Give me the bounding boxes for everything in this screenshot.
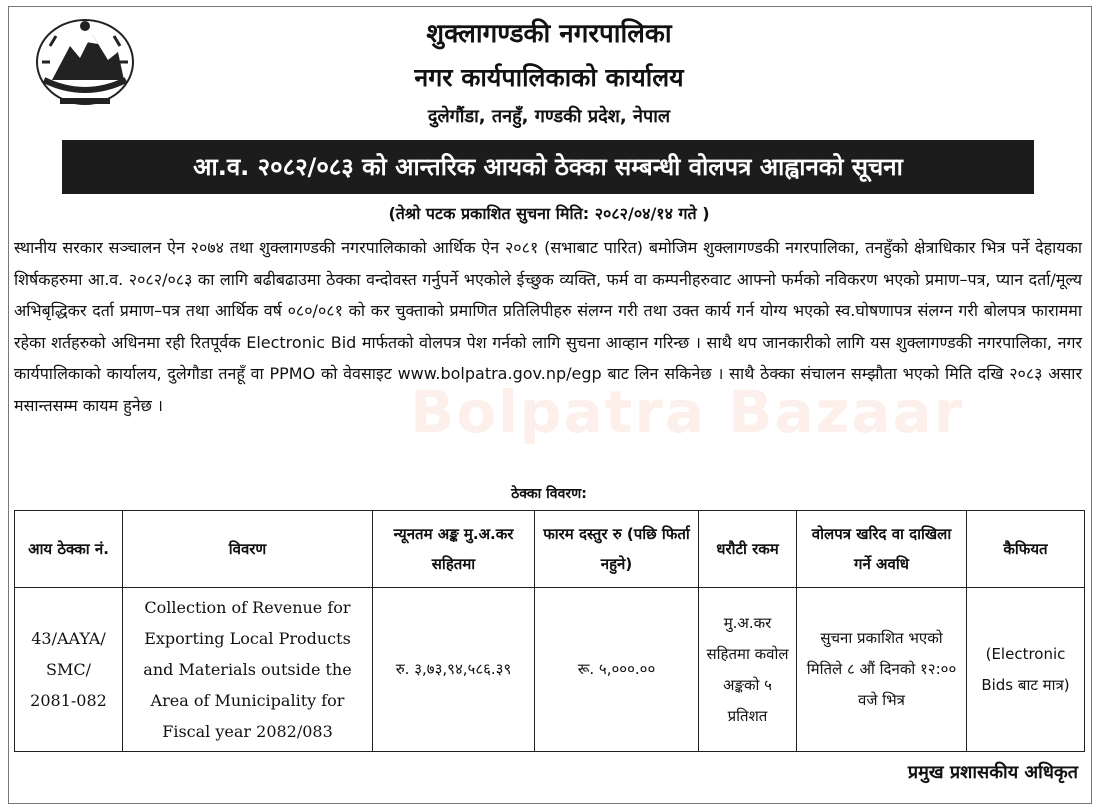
cell-remarks: (Electronic Bids बाट मात्र) [967, 588, 1085, 752]
address: दुलेगौंडा, तनहुँ, गण्डकी प्रदेश, नेपाल [427, 106, 671, 127]
header-form-fee: फारम दस्तुर रु (पछि फिर्ता नहुने) [535, 511, 699, 588]
notice-title-banner [62, 140, 1034, 194]
cell-period: सुचना प्रकाशित भएको मितिले ८ औं दिनको १२:०० वजे भित्र [797, 588, 967, 752]
cell-description: Collection of Revenue for Exporting Local Products and Materials outside the Area of Municipality for Fiscal year 2082/083 [123, 588, 373, 752]
notice-title: आ.व. २०८२/०८३ को आन्तरिक आयको ठेक्का सम्बन्धी वोलपत्र आह्वानको सूचना [193, 153, 903, 181]
cell-min-amount: रु. ३,७३,९४,५८६.३९ [373, 588, 535, 752]
cell-deposit: मु.अ.कर सहितमा कवोल अङ्कको ५ प्रतिशत [699, 588, 797, 752]
watermark: Bolpatra Bazaar [410, 378, 965, 446]
publication-note: (तेश्रो पटक प्रकाशित सुचना मिति: २०८२/०४/१४ गते ) [388, 204, 710, 223]
header-description: विवरण [123, 511, 373, 588]
header-period: वोलपत्र खरिद वा दाखिला गर्ने अवधि [797, 511, 967, 588]
table-row [15, 588, 1085, 752]
notice-body: स्थानीय सरकार सञ्चालन ऐन २०७४ तथा शुक्लागण्डकी नगरपालिकाको आर्थिक ऐन २०८१ (सभाबाट पारित) बमोजिम शुक्लागण्डकी नगरपालिका, तनहुँको क्षेत्राधिकार भित्र पर्ने देहायका शिर्षकहरुमा आ.व. २०८२/०८३ का लागि बढीबढाउमा ठेक्का वन्दोवस्त गर्नुपर्ने भएकोले ईच्छुक व्यक्ति, फर्म वा कम्पनीहरुवाट आफ्नो फर्मको नविकरण भएको प्रमाण–पत्र, प्यान दर्ता/मूल्य अभिबृद्धिकर दर्ता प्रमाण–पत्र तथा आर्थिक वर्ष ०८०/०८१ को कर चुक्ताको प्रमाणित प्रतिलिपीहरु संलग्न गरी तथा उक्त कार्य गर्न योग्य भएको स्व.घोषणापत्र संलग्न गरी बोलपत्र फाराममा रहेका शर्तहरुको अधिनमा रही रितपूर्वक Electronic Bid मार्फतको वोलपत्र पेश गर्नको लागि सुचना आव्हान गरिन्छ । साथै थप जानकारीको लागि यस शुक्लागण्डकी नगरपालिका, नगर कार्यपालिकाको कार्यालय, दुलेगौडा तनहूँ वा PPMO को वेवसाइट www.bolpatra.gov.np/egp बाट लिन सकिनेछ । साथै ठेक्का संचालन सम्झौता भएको मिति दखि २०८३ असार मसान्तसम्म कायम हुनेछ । [14, 238, 1082, 415]
header-contract-no: आय ठेक्का नं. [15, 511, 123, 588]
header-min-amount: न्यूनतम अङ्क मु.अ.कर सहितमा [373, 511, 535, 588]
table-caption: ठेक्का विवरण: [511, 486, 587, 502]
header-deposit: धरौटी रकम [699, 511, 797, 588]
cell-form-fee: रू. ५,०००.०० [535, 588, 699, 752]
contract-table [14, 510, 1085, 752]
header-remarks: कैफियत [967, 511, 1085, 588]
office-name: नगर कार्यपालिकाको कार्यालय [414, 63, 684, 92]
org-name: शुक्लागण्डकी नगरपालिका [426, 19, 672, 49]
signatory: प्रमुख प्रशासकीय अधिकृत [907, 762, 1078, 783]
cell-contract-no: 43/AAYA/ SMC/ 2081-082 [15, 588, 123, 752]
table-header-row [15, 511, 1085, 588]
